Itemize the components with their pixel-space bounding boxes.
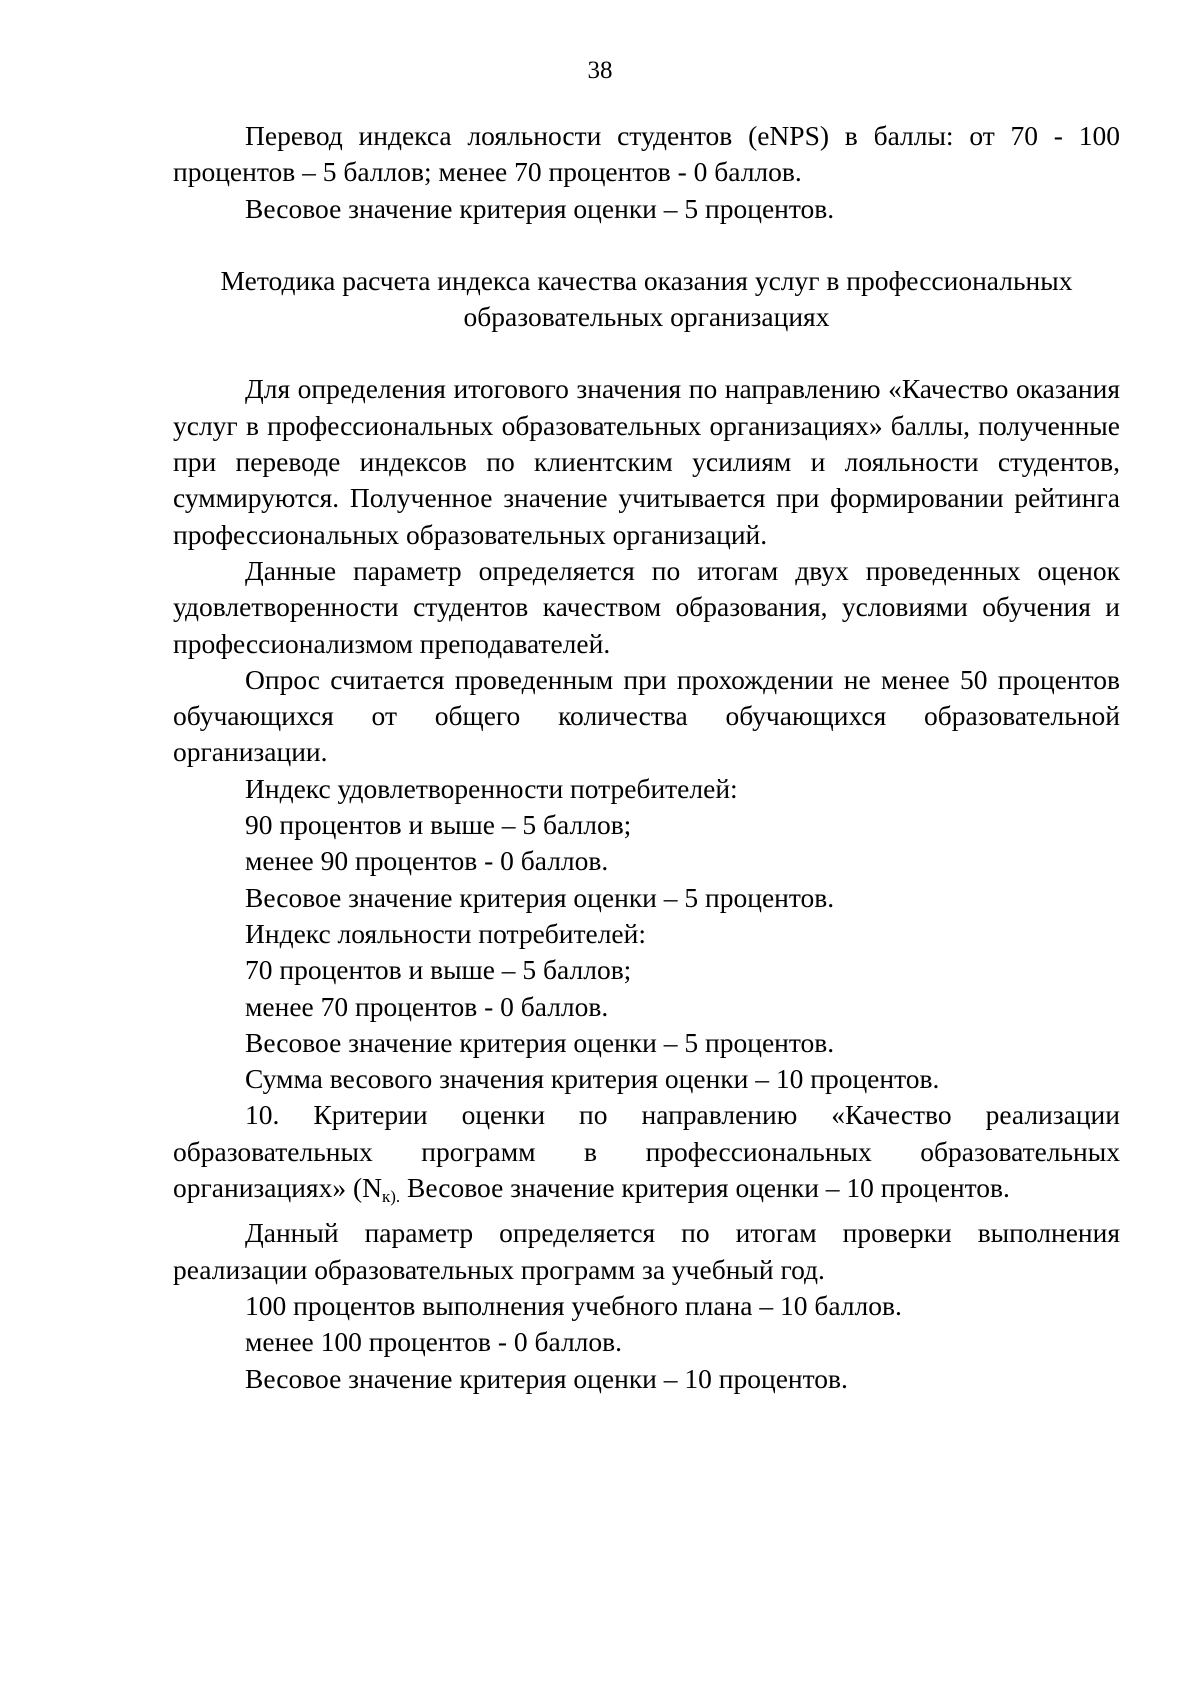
document-body xyxy=(173,118,1120,1397)
paragraph-weight: Весовое значение критерия оценки – 5 процентов. xyxy=(245,192,835,224)
paragraph-loyalty-index: Индекс лояльности потребителей: xyxy=(245,917,646,949)
section-heading: Методика расчета индекса качества оказания услуг в профессиональных образовательных организациях xyxy=(220,264,1073,333)
criterion-subscript: к). xyxy=(381,1187,401,1207)
paragraph-satisfaction-low: менее 90 процентов - 0 баллов. xyxy=(245,845,609,877)
paragraph-program-check: Данный параметр определяется по итогам проверки выполнения реализации образовательных программ за учебный год. xyxy=(173,1217,1120,1285)
paragraph-survey: Опрос считается проведенным при прохождении не менее 50 процентов обучающихся от общего количества обучающихся образовательной организации. xyxy=(173,663,1120,768)
paragraph-weight: Весовое значение критерия оценки – 10 процентов. xyxy=(245,1362,848,1394)
criterion-text: 10. Критерии оценки по направлению «Качество реализации образовательных программ в профессиональных образовательных организациях» (N xyxy=(173,1099,1120,1204)
paragraph-satisfaction-index: Индекс удовлетворенности потребителей: xyxy=(245,772,738,804)
criterion-weight-text: Весовое значение критерия оценки – 10 процентов. xyxy=(400,1172,1010,1204)
paragraph-weight: Весовое значение критерия оценки – 5 процентов. xyxy=(245,881,835,913)
paragraph-enps-conversion: Перевод индекса лояльности студентов (eNPS) в баллы: от 70 - 100 процентов – 5 баллов; менее 70 процентов - 0 баллов. xyxy=(173,120,1120,188)
page-number: 38 xyxy=(587,57,613,84)
paragraph-plan-low: менее 100 процентов - 0 баллов. xyxy=(245,1326,623,1358)
paragraph-satisfaction-high: 90 процентов и выше – 5 баллов; xyxy=(245,809,632,841)
paragraph-weight-sum: Сумма весового значения критерия оценки – 10 процентов. xyxy=(245,1063,940,1095)
paragraph-criterion-10 xyxy=(173,1097,1120,1215)
paragraph-parameter: Данные параметр определяется по итогам двух проведенных оценок удовлетворенности студентов качеством образования, условиями обучения и профессионализмом преподавателей. xyxy=(173,554,1120,659)
paragraph-loyalty-high: 70 процентов и выше – 5 баллов; xyxy=(245,954,632,986)
paragraph-loyalty-low: менее 70 процентов - 0 баллов. xyxy=(245,990,609,1022)
paragraph-plan-full: 100 процентов выполнения учебного плана – 10 баллов. xyxy=(245,1289,902,1321)
paragraph-weight: Весовое значение критерия оценки – 5 процентов. xyxy=(245,1026,835,1058)
paragraph-final-value: Для определения итогового значения по направлению «Качество оказания услуг в профессиональных образовательных организациях» баллы, полученные при переводе индексов по клиентским усилиям и лояльности студентов, суммируются. Полученное значение учитывается при формировании рейтинга профессиональных образовательных организаций. xyxy=(173,373,1120,550)
